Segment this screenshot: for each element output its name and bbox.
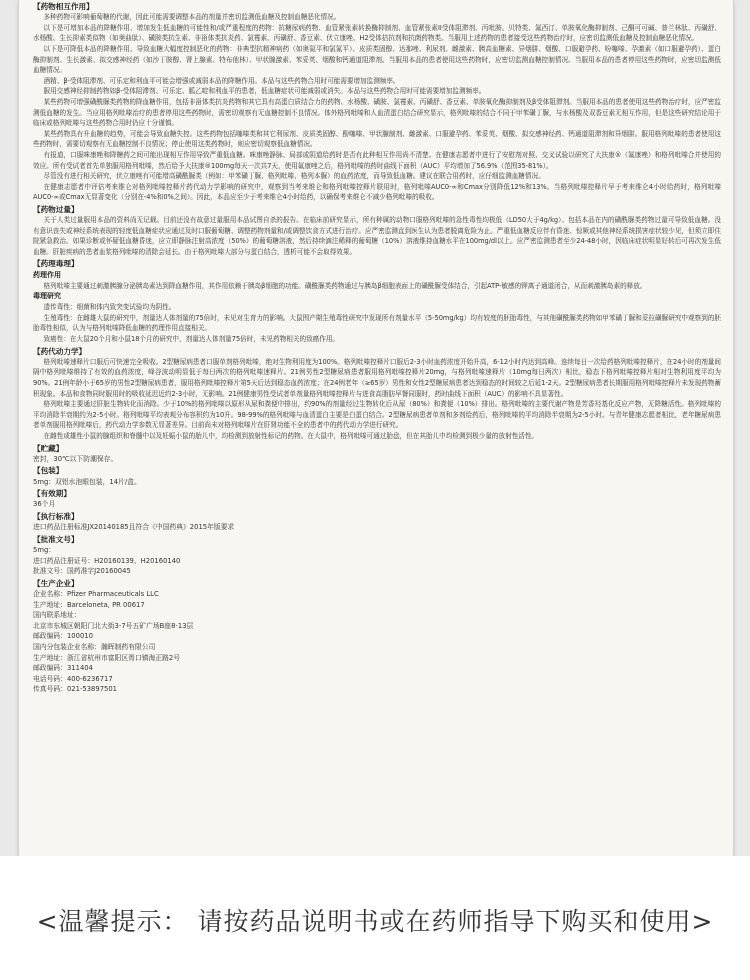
section-approval-title: 【批准文号】 — [33, 534, 79, 544]
interaction-para: 在健康志愿者中评估考来维仑对格列吡嗪控释片药代动力学影响的研究中，观察到当考来维仑和格列吡嗪控释片联用时，格列吡嗪AUC0-∞和Cmax分别降低12%和13%。当格列吡嗪控释片早于考来维仑4小时给药时，格列吡嗪AUC0-∞或Cmax无显著变化（分别在-4%和0%之间）。因此，本品应至少于考来维仑4小时给药，以确保考来维仑不减少格列吡嗪的吸收。 — [33, 182, 721, 202]
drug-leaflet — [18, 0, 734, 856]
validity-text: 36个月 — [33, 500, 56, 509]
section-standard-title: 【执行标准】 — [33, 511, 79, 521]
pharmacology-subtitle: 药理作用 — [33, 270, 61, 279]
manufacturer-line: 企业名称：Pfizer Pharmaceuticals LLC — [33, 589, 159, 598]
manufacturer-line: 邮政编码：100010 — [33, 632, 93, 641]
interaction-para: 酒精、β-受体阻滞剂、可乐定和利血平可能会增强或减弱本品的降糖作用。本品与这些药物合用时可能需要增加监测频率。 — [43, 76, 400, 85]
toxicology-subtitle: 毒理研究 — [33, 292, 61, 301]
interaction-para: 尽管没有进行相关研究，伏立康唑有可能增高磺酰脲类（例如：甲苯磺丁脲、格列吡嗪、格列本脲）的血药浓度，而导致低血糖。建议在联合用药时，应仔细监测血糖情况。 — [43, 172, 545, 181]
manufacturer-line: 电话号码：400-6236717 — [33, 674, 113, 683]
approval-line: 进口药品注册证号：H20160139、H20160140 — [33, 556, 181, 565]
manufacturer-line: 国内分包装企业名称：瀚晖制药有限公司 — [33, 642, 156, 651]
standard-text: 进口药品注册标准JX20140185且符合《中国药典》2015年版要求 — [33, 523, 235, 532]
toxicology-line: 生殖毒性：在雌雄大鼠的研究中，剂量达人体剂量的75倍时，未见对生育力的影响。大鼠围产期生殖毒性研究中发现所有剂量水平（5-50mg/kg）均有较度的胚胎毒性，与其他磺酰脲类药物如甲苯磺丁脲和妥拉磺脲研究中观察到的胚胎毒性相似，认为与格列吡嗪降低血糖的药理作用直接相关。 — [33, 313, 721, 333]
section-overdose-title: 【药物过量】 — [33, 204, 79, 214]
footer-notice — [0, 856, 750, 980]
overdose-para: 关于人类过量服用本品的资料尚无记载。目前还没有故意过量服用本品试图自杀的报告。在临床前研究显示，所有种属的动物口服格列吡嗪的急性毒性均极低（LD50大于4g/kg）。包括本品在内的磺酰脲类药物过量可导致低血糖。没有意识丧失或神经系统表现的轻度低血糖症状应通过及时口服葡萄糖、调整药物剂量和/或调整饮食方式进行治疗。应严密监测直到医生认为患者脱离危险为止。严重低血糖反应伴有昏迷、惊厥或其他神经系统损害症状较少见，但须立即住院紧急救治。如果诊断或怀疑低血糖昏迷，应立即静脉注射高浓度（50%）的葡萄糖溶液，然后持续滴注稀释的葡萄糖（10%）溶液维持血糖水平在100mg/dl以上。应严密监测患者至少24-48小时，因临床症状明显好转后可再次发生低血糖。肝脏疾病的患者血浆格列吡嗪的清除会延长。由于格列吡嗪大部分与蛋白结合，透析可能不会取得效果。 — [33, 216, 721, 256]
interaction-para: 多种药物可影响葡萄糖的代谢，因此可能需要调整本品的剂量并密切监测低血糖及控制血糖恶化情况。 — [43, 13, 341, 22]
pk-para: 格列吡嗪速释片口服后可快速完全吸收。2型糖尿病患者口服单剂格列吡嗪，绝对生物利用度为100%。格列吡嗪控释片口服后2-3小时血药浓度开始升高，6-12小时内达到高峰。连续每日一次给药格列吡嗪控释片，在24小时的剂量间隔中格列吡嗪维持了有效的血药浓度，峰谷波动明显低于每日两次的格列吡嗪速释片。21例男性2型糖尿病患者服用格列吡嗪控释片20mg，与格列吡嗪速释片（10mg每日两次）相比，稳态下格列吡嗪控释片相对生物利用度平均为90%。21例年龄小于65岁的男性2型糖尿病患者，服用格列吡嗪控释片第5天后达到稳态血药浓度；在24例老年（≥65岁）男性和女性2型糖尿病患者达到稳态的时间较之后延1-2天。2型糖尿病患者长期服用格列吡嗪控释片未发现药物蓄积现象。本品和食物同时服用时的吸收延迟近约2-3小时，无影响。21例健康男性受试者单剂量格列吡嗪控释片与进食高脂肪早餐同服时，药时曲线下面积（AUC）的影响不具显著性。 — [33, 357, 721, 398]
pk-para: 格列吡嗪主要通过肝脏生物转化而消除。少于10%的格列吡嗪以原形从尿和粪便中排出，约90%的剂量经过生物转化后从尿（80%）和粪便（10%）排出。格列吡嗪的主要代谢产物是芳香羟基化反应产物，无降糖活性。格列吡嗪的平均消除半衰期约为2-5小时。格列吡嗪平均表观分布容积约为10升。98-99%的格列吡嗪与血清蛋白主要是白蛋白结合。2型糖尿病患者单剂和多剂给药后，格列吡嗪的平均消除半衰期为2-5小时。与青年健康志愿者相比，老年糖尿病患者单剂服用格列吡嗪后，药代动力学参数无显著差异。目前尚未对格列吡嗪片在肝肾功能不全的患者中的药代动力学进行研究。 — [33, 400, 721, 430]
manufacturer-line: 邮政编码：311404 — [33, 664, 93, 673]
section-package-title: 【包装】 — [33, 466, 64, 476]
toxicology-line: 遗传毒性：细菌和体内致突变试验均为阴性。 — [43, 303, 176, 312]
section-manufacturer-title: 【生产企业】 — [33, 578, 79, 588]
pharmacology-para: 格列吡嗪主要通过刺激胰腺分泌胰岛素达到降血糖作用，其作用依赖于胰岛β细胞的功能。磺酰脲类药物通过与胰岛β细胞表面上的磺酰脲受体结合，引起ATP-敏感的钾离子通道闭合，从而刺激胰岛素的释放。 — [43, 281, 647, 290]
interaction-para: 以下是可降低本品的降糖作用、导致血糖大幅度控制恶化的药物：非典型抗精神病药（如奥氮平和氯氮平）、皮质类固醇、达那唑、利尿剂、雌激素、胰高血糖素、异烟肼、烟酸、口服避孕药、吩噻嗪、孕激素（如口服避孕药）、蛋白酶抑制剂、生长激素、拟交感神经药（如沙丁胺醇、肾上腺素、特布他林）、甲状腺激素、苯妥英、烟酸和钙通道阻滞剂。当服用本品的患者使用这些药物时，应密切监测血糖控制情况。当服用本品的患者停用这些药物时，应密切监测低血糖情况。 — [33, 44, 721, 75]
package-text: 5mg：双铝水泡眼包装，14片/盒。 — [33, 477, 141, 486]
storage-text: 密封，30℃以下防潮保存。 — [33, 454, 118, 463]
section-interaction-title: 【药物相互作用】 — [33, 2, 94, 11]
interaction-para: 某些药物可增强磺酰脲类药物的降血糖作用，包括非甾体类抗炎药物和其它具有高蛋白质结合力的药物、水杨酸、磺胺、氯霉素、丙磺舒、香豆素、单胺氧化酶抑制剂及β受体阻滞剂。当服用本品的患者使用这些药物治疗时，应严密监测低血糖的发生。当应用格列吡嗪治疗的患者停用这些药物时，需密切观察有无血糖控制不良情况。体外格列吡嗪和人血清蛋白结合研究显示，格列吡嗪的结合不同于甲苯磺丁脲，与水杨酸及双香豆素无相互作用，但是这些研究结论用于临床或格列吡嗪与这些药物合用时仍应十分谨慎。 — [33, 97, 721, 128]
interaction-para: 某些药物具有升血糖的趋势，可能会导致血糖失控。这些药物包括噻嗪类和其它利尿剂、皮质类固醇、酚噻嗪、甲状腺制剂、雌激素、口服避孕药、苯妥英、烟酸、拟交感神经药、钙通道阻滞剂和异烟肼。服用格列吡嗪的患者使用这些药物时，需要切观察有无血糖控制不良情况；停止使用这类药物时，则应密切观察低血糖情况。 — [33, 129, 721, 149]
interaction-para: 有报道，口服咪康唑和降糖药之间可能出现相互作用导致严重低血糖。咪康唑静脉、局部或阴道给药时是否有此种相互作用尚不清楚。在健康志愿者中进行了安慰剂对照、交叉试验以研究了大扶康®（氟康唑）和格列吡嗪合并使用的效应。所有受试者首先单独服用格列吡嗪，然后给予大扶康®100mg每天一次共7天，使用氟康唑之后，格列吡嗪的药时曲线下面积（AUC）平均增加了56.9%（范围35-81%）。 — [33, 150, 721, 170]
toxicology-line: 致癌性：在大鼠20个月和小鼠18个月的研究中，剂量达人体剂量75倍时，未见药物相关的致癌作用。 — [43, 335, 340, 344]
section-pharmacology-title: 【药理毒理】 — [33, 259, 79, 269]
section-validity-title: 【有效期】 — [33, 489, 71, 499]
section-storage-title: 【贮藏】 — [33, 443, 64, 453]
interaction-para: 服用交感神经抑制药物如β-受体阻滞剂、可乐定、胍乙啶和利血平的患者，低血糖症状可能减弱或消失。本品与这些药物合用时可能需要增加监测频率。 — [43, 87, 486, 96]
manufacturer-line: 生产地址：浙江省杭州市富阳区胥口镇海正路2号 — [33, 653, 181, 662]
manufacturer-line: 传真号码：021-53897501 — [33, 685, 118, 694]
pk-para: 在雌性或雄性小鼠的腺组织和脊髓中以及妊娠小鼠的胎儿中，均检测到放射性标记的药物。在大鼠中，格列吡嗪可通过胎盘，但在其胎儿中均检测到极少量的放射性活性。 — [43, 432, 539, 440]
approval-line: 5mg： — [33, 545, 56, 554]
interaction-para: 以下是可增加本品的降糖作用、增加发生低血糖的可能性和/或严重程度的药物：抗糖尿病药物、血管紧张素转换酶抑制剂、血管紧张素II受体阻滞剂、丙吡胺、贝特类、氟西汀、单胺氧化酶抑制剂、己酮可可碱、普兰林肽、丙磺舒、水杨酸、生长抑素类似物（如奥曲肽）、磺胺类抗生素、非甾体类抗炎药、氯霉素、丙磺舒、香豆素、伏立康唑、H2受体拮抗剂和抗菌药物类。当服用上述药物的患者接受这些药物治疗时，应密切监测低血糖及控制血糖恶化情况。 — [33, 23, 721, 43]
footer-tip-text: <温馨提示： 请按药品说明书或在药师指导下购买和使用> — [36, 907, 714, 936]
leaflet-body — [19, 1, 733, 695]
manufacturer-line: 生产地址：Barceloneta, PR 00617 — [33, 600, 145, 609]
approval-line: 批准文号：国药准字J20160045 — [33, 567, 131, 576]
section-pk-title: 【药代动力学】 — [33, 346, 87, 356]
manufacturer-line: 北京市东城区朝阳门北大街3-7号五矿广场B座8-13层 — [33, 621, 194, 630]
manufacturer-line: 国内联系地址： — [33, 611, 81, 620]
